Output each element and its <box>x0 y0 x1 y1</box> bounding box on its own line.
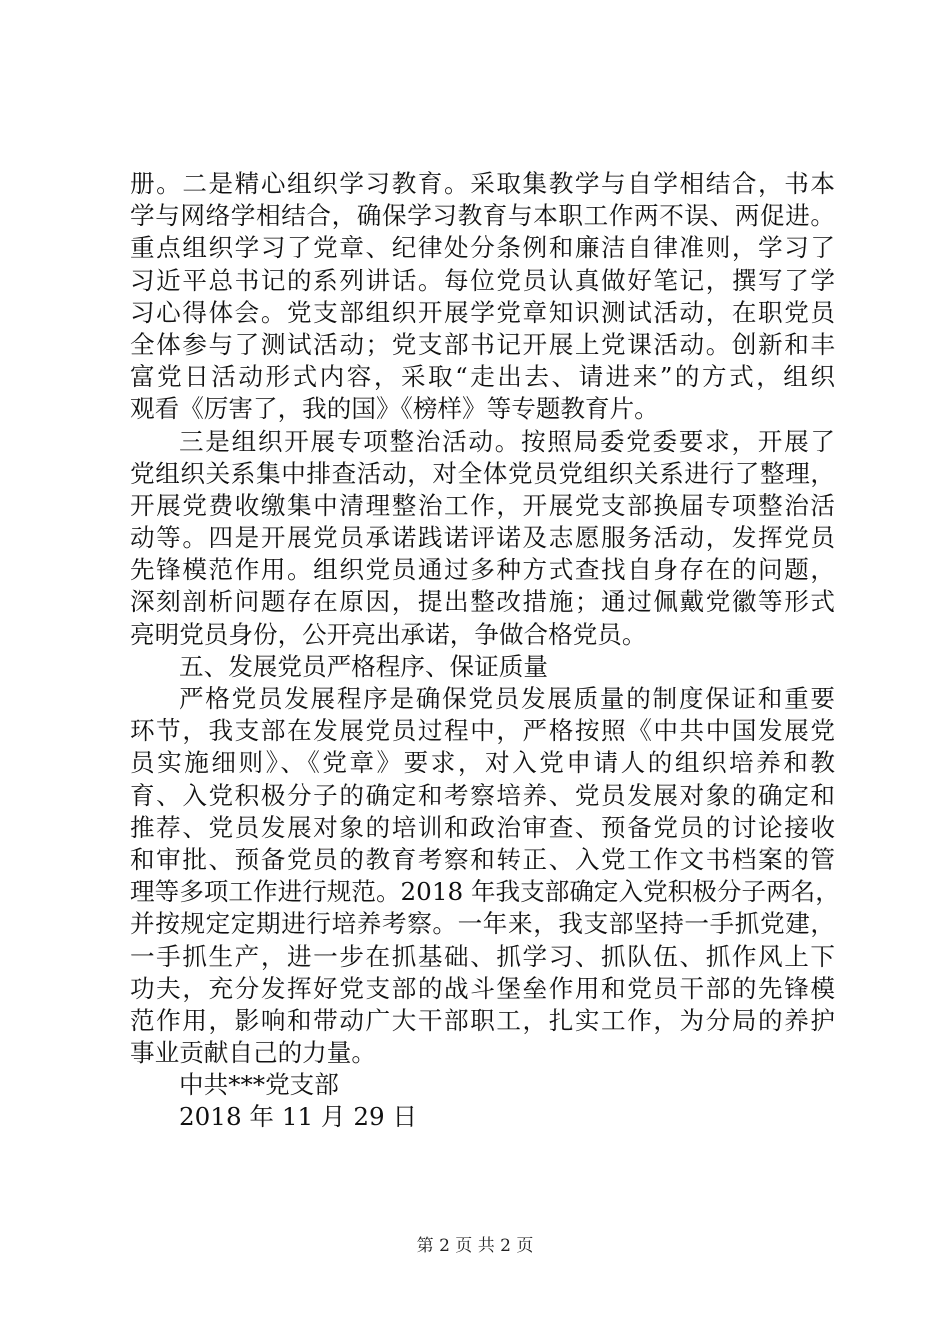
text-line-6: 全体参与了测试活动；党支部书记开展上党课活动。创新和丰 <box>130 329 835 359</box>
text-line-21: 推荐、党员发展对象的培训和政治审查、预备党员的讨论接收 <box>130 812 835 842</box>
text-line-14: 深刻剖析问题存在原因，提出整改措施；通过佩戴党徽等形式 <box>130 587 835 617</box>
section-heading: 五、发展党员严格程序、保证质量 <box>179 651 548 681</box>
text-line-10: 党组织关系集中排查活动，对全体党员党组织关系进行了整理， <box>130 458 835 488</box>
page-number-label: 第 2 页 共 2 页 <box>416 1236 534 1256</box>
document-body <box>130 168 840 1134</box>
text-line-1: 册。二是精心组织学习教育。采取集教学与自学相结合，书本 <box>130 169 835 198</box>
text-line-2: 学与网络学相结合，确保学习教育与本职工作两不误、两促进。 <box>130 201 835 231</box>
text-line-15: 亮明党员身份，公开亮出承诺，争做合格党员。 <box>130 619 647 649</box>
text-line-3: 重点组织学习了党章、纪律处分条例和廉洁自律准则，学习了 <box>130 233 835 263</box>
text-line-20: 育、入党积极分子的确定和考察培养、党员发展对象的确定和 <box>130 780 835 810</box>
text-line-8: 观看《厉害了，我的国》《榜样》等专题教育片。 <box>130 394 659 424</box>
text-line-5: 习心得体会。党支部组织开展学党章知识测试活动，在职党员 <box>130 297 835 327</box>
text-line-7: 富党日活动形式内容，采取“走出去、请进来”的方式，组织 <box>130 362 835 392</box>
text-line-9: 三是组织开展专项整治活动。按照局委党委要求，开展了 <box>179 426 835 456</box>
text-line-11: 开展党费收缴集中清理整治工作，开展党支部换届专项整治活 <box>130 490 835 520</box>
text-line-12: 动等。四是开展党员承诺践诺评诺及志愿服务活动，发挥党员 <box>130 523 835 553</box>
text-line-22: 和审批、预备党员的教育考察和转正、入党工作文书档案的管 <box>130 844 835 874</box>
text-line-18: 环节，我支部在发展党员过程中，严格按照《中共中国发展党 <box>130 716 835 746</box>
text-line-17: 严格党员发展程序是确保党员发展质量的制度保证和重要 <box>179 684 835 713</box>
signature-date: 2018 年 11 月 29 日 <box>179 1102 418 1132</box>
page-footer <box>0 1235 950 1257</box>
text-line-13: 先锋模范作用。组织党员通过多种方式查找自身存在的问题， <box>130 555 835 585</box>
text-line-25: 一手抓生产，进一步在抓基础、抓学习、抓队伍、抓作风上下 <box>130 941 835 971</box>
text-line-24: 并按规定定期进行培养考察。一年来，我支部坚持一手抓党建， <box>130 909 835 939</box>
text-line-26: 功夫，充分发挥好党支部的战斗堡垒作用和党员干部的先锋模 <box>130 973 835 1003</box>
text-line-27: 范作用，影响和带动广大干部职工，扎实工作，为分局的养护 <box>130 1005 835 1035</box>
text-line-19: 员实施细则》、《党章》要求，对入党申请人的组织培养和教 <box>130 748 835 778</box>
text-line-23: 理等多项工作进行规范。2018 年我支部确定入党积极分子两名， <box>130 877 840 907</box>
signature-organization: 中共***党支部 <box>179 1070 339 1100</box>
text-line-4: 习近平总书记的系列讲话。每位党员认真做好笔记，撰写了学 <box>130 265 835 295</box>
text-line-28: 事业贡献自己的力量。 <box>130 1038 376 1068</box>
